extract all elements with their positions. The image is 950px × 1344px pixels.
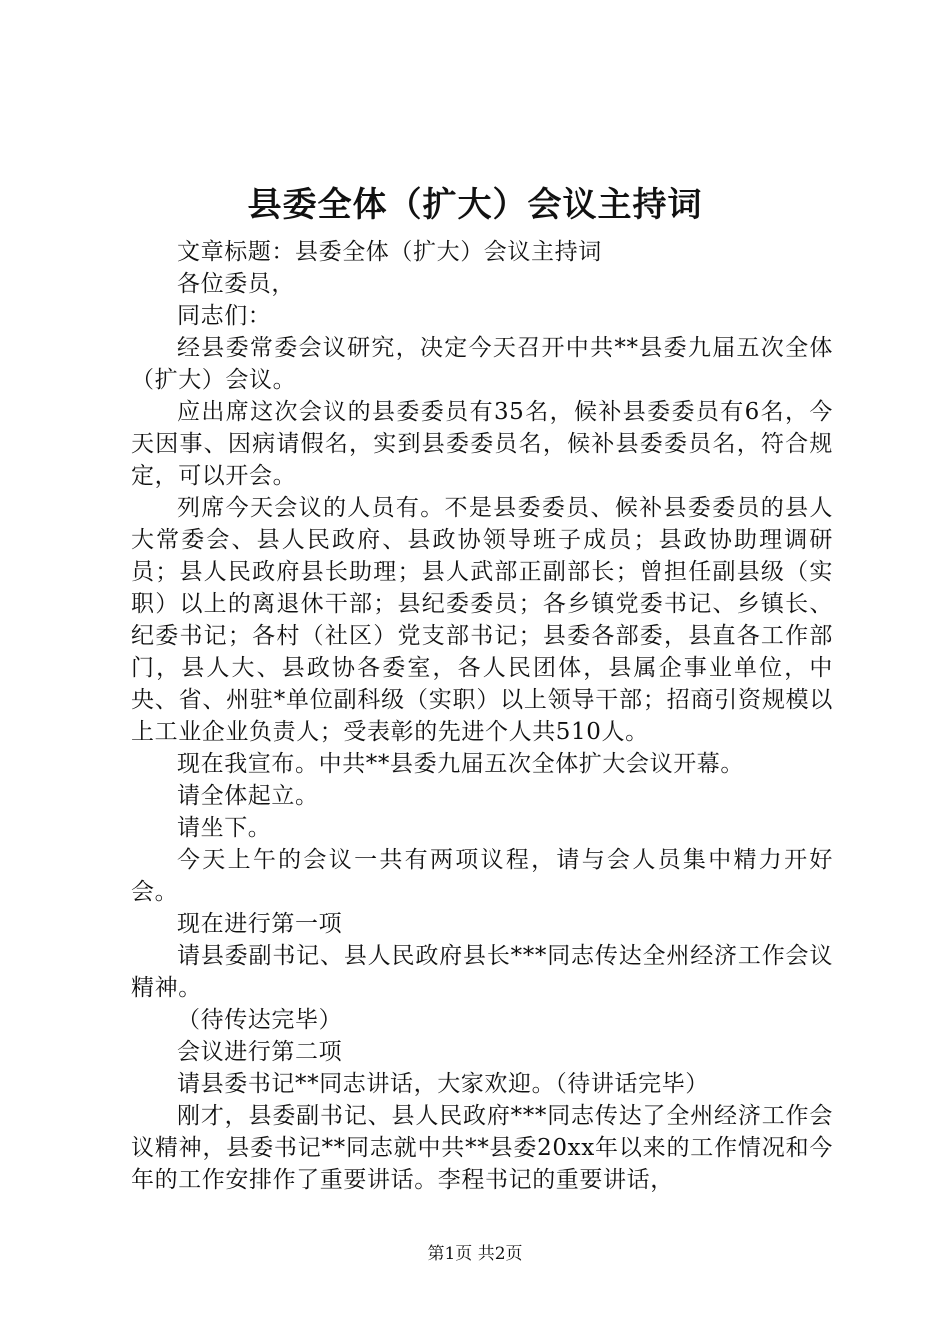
paragraph: 各位委员， [177,271,295,297]
paragraph: 请县委副书记、县人民政府县长***同志传达全州经济工作会议精神。 [131,943,833,1001]
paragraph: 刚才，县委副书记、县人民政府***同志传达了全州经济工作会议精神，县委书记**同志就中共**县委20xx年以来的工作情况和今年的工作安排作了重要讲话。李程书记的重要讲话， [131,1103,833,1193]
paragraph: （待传达完毕） [177,1007,343,1033]
paragraph: 请县委书记**同志讲话，大家欢迎。（待讲话完毕） [177,1071,709,1097]
paragraph: 经县委常委会议研究，决定今天召开中共**县委九届五次全体（扩大）会议。 [131,335,833,393]
paragraph: 列席今天会议的人员有。不是县委委员、候补县委委员的县人大常委会、县人民政府、县政协领导班子成员；县政协助理调研员；县人民政府县长助理；县人武部正副部长；曾担任副县级（实职）以上的离退休干部；县纪委委员；各乡镇党委书记、乡镇长、纪委书记；各村（社区）党支部书记；县委各部委，县直各工作部门，县人大、县政协各委室，各人民团体，县属企事业单位，中央、省、州驻*单位副科级（实职）以上领导干部；招商引资规模以上工业企业负责人；受表彰的先进个人共510人。 [131,495,833,745]
document-body [131,236,833,1196]
paragraph: 文章标题：县委全体（扩大）会议主持词 [177,239,602,265]
paragraph: 现在我宣布。中共**县委九届五次全体扩大会议开幕。 [177,751,744,777]
paragraph: 应出席这次会议的县委委员有35名，候补县委委员有6名，今天因事、因病请假名，实到县委委员名，候补县委委员名，符合规定，可以开会。 [131,399,833,489]
paragraph: 请全体起立。 [177,783,319,809]
paragraph: 请坐下。 [177,815,272,841]
paragraph: 会议进行第二项 [177,1039,343,1065]
paragraph: 同志们： [177,303,272,329]
document-title: 县委全体（扩大）会议主持词 [247,185,703,225]
page-footer: 第1页 共2页 [427,1244,523,1264]
paragraph: 今天上午的会议一共有两项议程，请与会人员集中精力开好会。 [131,847,833,905]
paragraph: 现在进行第一项 [177,911,343,937]
